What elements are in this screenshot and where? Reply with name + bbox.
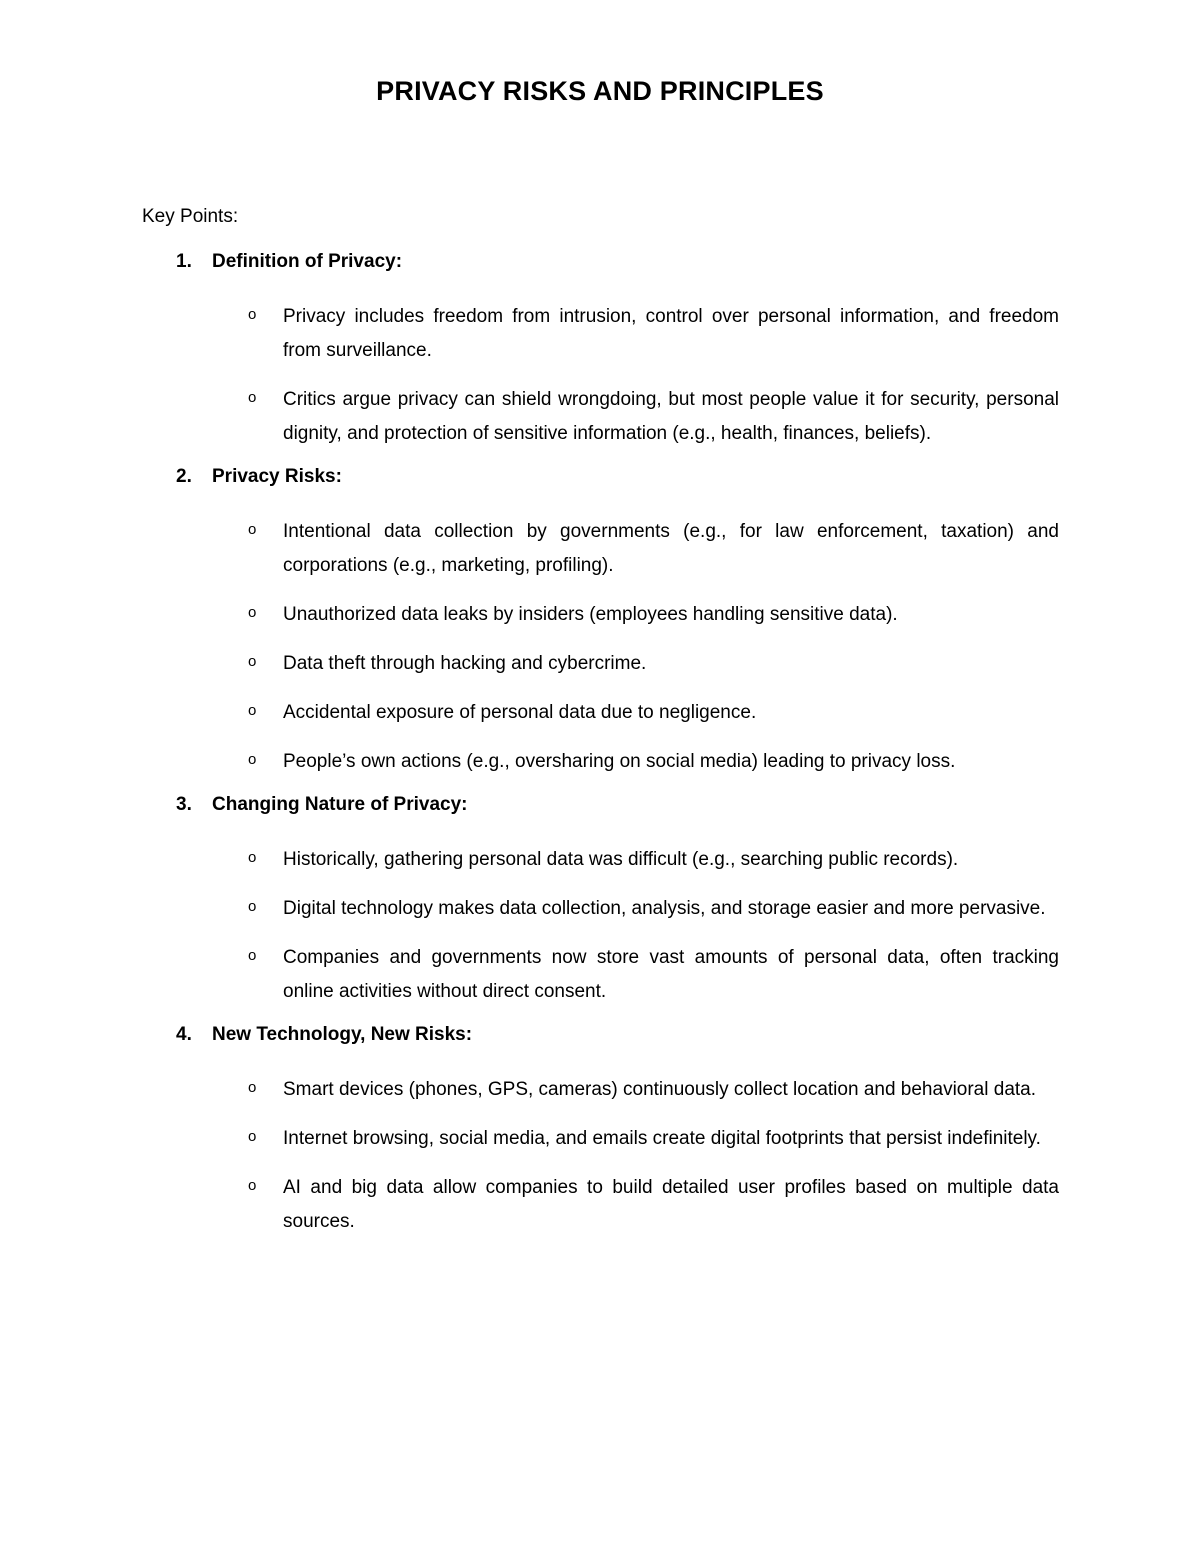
list-item-text: People’s own actions (e.g., oversharing on social media) leading to privacy loss. <box>283 751 956 772</box>
bullet-marker: o <box>248 751 257 768</box>
bullet-marker: o <box>248 521 257 538</box>
bullet-marker: o <box>248 947 257 964</box>
list-item <box>0 383 1200 451</box>
section-heading <box>0 466 1200 496</box>
bullet-marker: o <box>248 898 257 915</box>
section-number: 3. <box>176 794 192 815</box>
list-item-text: Critics argue privacy can shield wrongdoing, but most people value it for security, personal dignity, and protection of sensitive information (e.g., health, finances, beliefs). <box>283 389 1059 444</box>
list-item-text: Unauthorized data leaks by insiders (employees handling sensitive data). <box>283 604 898 625</box>
section-title: Privacy Risks: <box>212 466 342 487</box>
bullet-marker: o <box>248 604 257 621</box>
list-item-text: Companies and governments now store vast amounts of personal data, often tracking online activities without direct consent. <box>283 947 1059 1002</box>
section-title: New Technology, New Risks: <box>212 1024 473 1045</box>
list-item <box>0 1122 1200 1156</box>
section-number: 4. <box>176 1024 192 1045</box>
bullet-marker: o <box>248 702 257 719</box>
list-item-text: Digital technology makes data collection, analysis, and storage easier and more pervasive. <box>283 898 1046 919</box>
list-item-text: Intentional data collection by governments (e.g., for law enforcement, taxation) and corporations (e.g., marketing, profiling). <box>283 521 1059 576</box>
list-item <box>0 647 1200 681</box>
list-item <box>0 598 1200 632</box>
bullet-marker: o <box>248 1079 257 1096</box>
list-item <box>0 745 1200 779</box>
section-heading <box>0 251 1200 281</box>
list-item-text: Historically, gathering personal data was difficult (e.g., searching public records). <box>283 849 959 870</box>
sections-list <box>0 251 1200 1254</box>
bullet-marker: o <box>248 1177 257 1194</box>
list-item-text: Internet browsing, social media, and emails create digital footprints that persist indefinitely. <box>283 1128 1041 1149</box>
bullet-marker: o <box>248 1128 257 1145</box>
section-number: 2. <box>176 466 192 487</box>
section-title: Definition of Privacy: <box>212 251 403 272</box>
bullet-marker: o <box>248 849 257 866</box>
list-item <box>0 843 1200 877</box>
list-item <box>0 515 1200 583</box>
list-item <box>0 892 1200 926</box>
list-item <box>0 696 1200 730</box>
list-item <box>0 1073 1200 1107</box>
list-item-text: Data theft through hacking and cybercrime. <box>283 653 647 674</box>
list-item <box>0 941 1200 1009</box>
section-heading <box>0 794 1200 824</box>
section-heading <box>0 1024 1200 1054</box>
section-number: 1. <box>176 251 192 272</box>
section-definition-of-privacy <box>0 251 1200 451</box>
bullet-marker: o <box>248 653 257 670</box>
list-item <box>0 300 1200 368</box>
section-new-technology-new-risks <box>0 1024 1200 1239</box>
section-privacy-risks <box>0 466 1200 779</box>
page-title: PRIVACY RISKS AND PRINCIPLES <box>376 76 824 106</box>
section-title: Changing Nature of Privacy: <box>212 794 468 815</box>
list-item <box>0 1171 1200 1239</box>
bullet-marker: o <box>248 306 257 323</box>
list-item-text: AI and big data allow companies to build detailed user profiles based on multiple data sources. <box>283 1177 1059 1232</box>
list-item-text: Accidental exposure of personal data due to negligence. <box>283 702 757 723</box>
list-item-text: Privacy includes freedom from intrusion, control over personal information, and freedom from surveillance. <box>283 306 1059 361</box>
section-changing-nature-of-privacy <box>0 794 1200 1009</box>
key-points-label: Key Points: <box>142 206 239 227</box>
bullet-marker: o <box>248 389 257 406</box>
list-item-text: Smart devices (phones, GPS, cameras) continuously collect location and behavioral data. <box>283 1079 1037 1100</box>
